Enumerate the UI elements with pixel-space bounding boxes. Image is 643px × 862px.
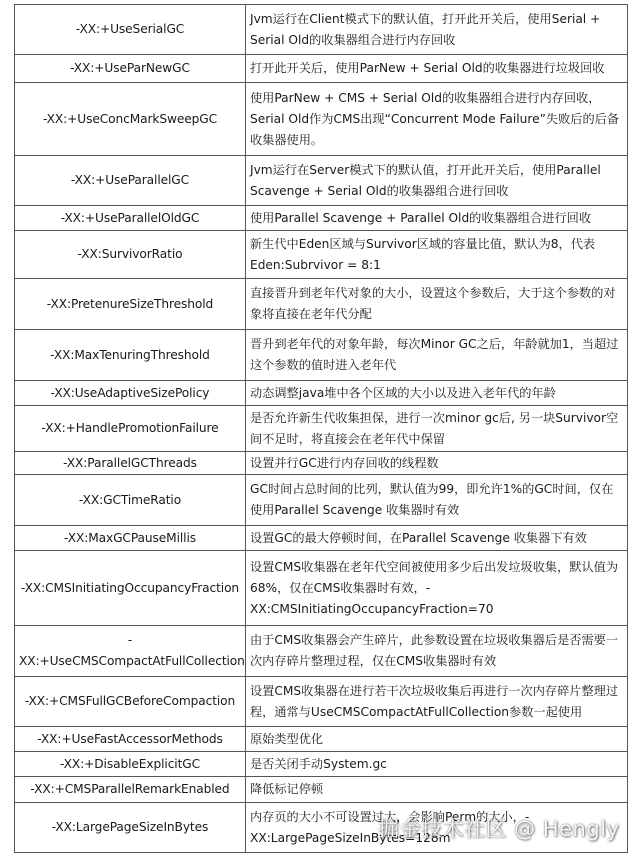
- option-cell: -XX:+UseConcMarkSweepGC: [15, 83, 246, 156]
- option-cell: -XX:LargePageSizeInBytes: [15, 803, 246, 853]
- option-cell: -XX:+UseFastAccessorMethods: [15, 727, 246, 752]
- table-row: [15, 406, 628, 452]
- description-cell: 内存页的大小不可设置过大，会影响Perm的大小，-XX:LargePageSizeInBytes=128m: [246, 803, 628, 853]
- description-cell: 使用Parallel Scavenge + Parallel Old的收集器组合进行回收: [246, 206, 628, 231]
- option-cell: -XX:PretenureSizeThreshold: [15, 279, 246, 330]
- watermark: 掘金技术社区 @ Hengly: [378, 817, 620, 841]
- table-row: [15, 279, 628, 330]
- option-cell: -XX:SurvivorRatio: [15, 231, 246, 279]
- description-cell: 打开此开关后，使用ParNew + Serial Old的收集器进行垃圾回收: [246, 55, 628, 83]
- option-cell: -XX:+UseParNewGC: [15, 55, 246, 83]
- table-row: [15, 677, 628, 727]
- description-cell: 新生代中Eden区域与Survivor区域的容量比值，默认为8，代表Eden:Subrvivor = 8:1: [246, 231, 628, 279]
- table-row: [15, 777, 628, 803]
- description-cell: 设置CMS收集器在进行若干次垃圾收集后再进行一次内存碎片整理过程，通常与UseCMSCompactAtFullCollection参数一起使用: [246, 677, 628, 727]
- description-cell: 晋升到老年代的对象年龄，每次Minor GC之后，年龄就加1，当超过这个参数的值时进入老年代: [246, 330, 628, 381]
- table-row: [15, 526, 628, 551]
- option-cell: -XX:+UseCMSCompactAtFullCollection: [15, 626, 246, 677]
- option-cell: -XX:+UseSerialGC: [15, 5, 246, 55]
- option-cell: -XX:+UseParallelOldGC: [15, 206, 246, 231]
- description-cell: 动态调整java堆中各个区域的大小以及进入老年代的年龄: [246, 381, 628, 406]
- table-row: [15, 727, 628, 752]
- table-row: [15, 206, 628, 231]
- description-cell: 设置GC的最大停顿时间，在Parallel Scavenge 收集器下有效: [246, 526, 628, 551]
- table-row: [15, 231, 628, 279]
- table-row: [15, 626, 628, 677]
- description-cell: Jvm运行在Client模式下的默认值，打开此开关后，使用Serial + Serial Old的收集器组合进行内存回收: [246, 5, 628, 55]
- description-cell: Jvm运行在Server模式下的默认值，打开此开关后，使用Parallel Scavenge + Serial Old的收集器组合进行回收: [246, 156, 628, 206]
- table-row: [15, 156, 628, 206]
- description-cell: 降低标记停顿: [246, 777, 628, 803]
- table-row: [15, 752, 628, 777]
- option-cell: -XX:+HandlePromotionFailure: [15, 406, 246, 452]
- option-cell: -XX:MaxTenuringThreshold: [15, 330, 246, 381]
- table-row: [15, 55, 628, 83]
- description-cell: 是否允许新生代收集担保，进行一次minor gc后, 另一块Survivor空间不足时，将直接会在老年代中保留: [246, 406, 628, 452]
- option-cell: -XX:MaxGCPauseMillis: [15, 526, 246, 551]
- table-row: [15, 5, 628, 55]
- option-cell: -XX:+UseParallelGC: [15, 156, 246, 206]
- table-row: [15, 381, 628, 406]
- description-cell: 由于CMS收集器会产生碎片，此参数设置在垃圾收集器后是否需要一次内存碎片整理过程，仅在CMS收集器时有效: [246, 626, 628, 677]
- description-cell: 原始类型优化: [246, 727, 628, 752]
- table-row: [15, 83, 628, 156]
- table-row: [15, 551, 628, 626]
- description-cell: 直接晋升到老年代对象的大小，设置这个参数后，大于这个参数的对象将直接在老年代分配: [246, 279, 628, 330]
- jvm-params-table: [14, 4, 628, 853]
- option-cell: -XX:+CMSParallelRemarkEnabled: [15, 777, 246, 803]
- description-cell: 是否关闭手动System.gc: [246, 752, 628, 777]
- option-cell: -XX:CMSInitiatingOccupancyFraction: [15, 551, 246, 626]
- table-row: [15, 475, 628, 526]
- table-row: [15, 330, 628, 381]
- description-cell: 使用ParNew + CMS + Serial Old的收集器组合进行内存回收，Serial Old作为CMS出现“Concurrent Mode Failure”失败后的后备收集器使用。: [246, 83, 628, 156]
- description-cell: 设置CMS收集器在老年代空间被使用多少后出发垃圾收集，默认值为68%，仅在CMS收集器时有效，-XX:CMSInitiatingOccupancyFraction=70: [246, 551, 628, 626]
- description-cell: 设置并行GC进行内存回收的线程数: [246, 452, 628, 475]
- option-cell: -XX:ParallelGCThreads: [15, 452, 246, 475]
- option-cell: -XX:+CMSFullGCBeforeCompaction: [15, 677, 246, 727]
- option-cell: -XX:UseAdaptiveSizePolicy: [15, 381, 246, 406]
- description-cell: GC时间占总时间的比列，默认值为99，即允许1%的GC时间，仅在使用Parallel Scavenge 收集器时有效: [246, 475, 628, 526]
- table-row: [15, 452, 628, 475]
- option-cell: -XX:+DisableExplicitGC: [15, 752, 246, 777]
- option-cell: -XX:GCTimeRatio: [15, 475, 246, 526]
